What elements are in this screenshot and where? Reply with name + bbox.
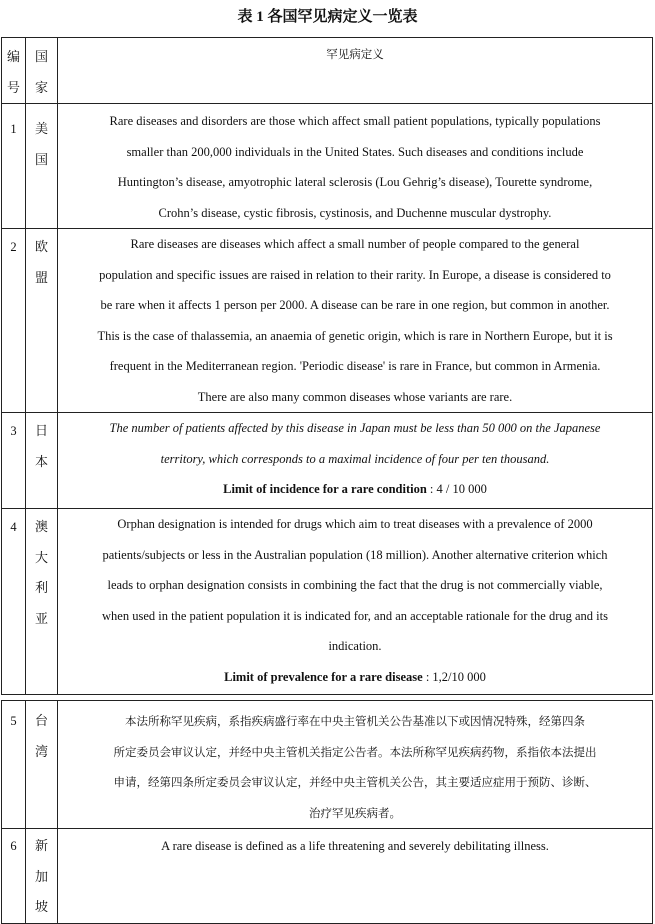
definition-line: 治疗罕见疾病者。 [309,805,401,820]
table-row [2,701,653,829]
definition-line: Rare diseases and disorders are those which affect small patient populations, typically populations [109,114,601,128]
table-row [2,509,653,695]
limit-line [64,474,646,505]
limit-value: : 1,2/10 000 [422,669,486,684]
country-char: 亚 [34,610,48,626]
definition-line: smaller than 200,000 individuals in the United States. Such diseases and conditions include [126,144,584,159]
row-number: 1 [10,122,17,136]
row-number: 5 [10,714,17,728]
definition-line: be rare when it affects 1 person per 2000. A disease can be rare in one region, but common in another. [100,298,610,312]
country-char: 本 [34,453,48,469]
definition-line: patients/subjects or less in the Australian population (18 million). Another alternative criterion which [102,547,608,562]
header-num-char: 编 [6,49,20,64]
country-char: 新 [34,838,48,853]
country-char: 利 [34,580,48,595]
definition-line: 申请，经第四条所定委员会审议认定，并经中央主管机关公告，其主要适应症用于预防、诊断、 [113,775,597,789]
country-char: 美 [34,121,48,136]
definition-line: 所定委员会审议认定，并经中央主管机关指定公告者。本法所称罕见疾病药物，系指依本法提出 [113,744,597,759]
definition-line: Rare diseases are diseases which affect a small number of people compared to the general [130,237,580,251]
row-number: 6 [10,839,17,853]
country-char: 加 [34,868,48,884]
header-country-cell [26,38,58,104]
limit-line [64,662,646,693]
definition-line: frequent in the Mediterranean region. 'Periodic disease' is rare in France, but common in Armenia. [109,359,601,373]
country-char: 台 [34,713,48,728]
header-country-char: 家 [34,80,48,95]
header-country-char: 国 [34,49,48,64]
definition-line: Crohn’s disease, cystic fibrosis, cystinosis, and Duchenne muscular dystrophy. [158,205,552,220]
country-char: 欧 [34,239,48,254]
definition-line: This is the case of thalassemia, an anaemia of genetic origin, which is rare in Northern Europe, but it is [97,328,613,343]
definition-line: leads to orphan designation consists in combining the fact that the drug is not commercially viable, [107,578,603,592]
country-char: 盟 [34,269,48,285]
definition-line: territory, which corresponds to a maximal incidence of four per ten thousand. [160,451,550,466]
row-number: 4 [10,520,17,534]
definition-line: indication. [328,639,382,653]
definition-line: A rare disease is defined as a life threatening and severely debilitating illness. [161,839,549,853]
rare-disease-definitions-table [1,37,653,924]
header-num-char: 号 [6,80,20,95]
country-char: 日 [34,423,48,438]
table-header-row [2,38,653,104]
country-char: 坡 [34,899,48,914]
definition-line: 本法所称罕见疾病，系指疾病盛行率在中央主管机关公告基准以下或因情况特殊，经第四条 [125,714,585,728]
country-char: 国 [34,151,48,167]
table-row [2,829,653,924]
country-char: 湾 [34,743,48,759]
table-title: 表 1 各国罕见病定义一览表 [237,9,418,25]
definition-line: The number of patients affected by this disease in Japan must be less than 50 000 on the Japanese [109,421,601,435]
definition-line: when used in the patient population it is indicated for, and an acceptable rationale for the drug and its [102,608,608,623]
row-number: 3 [10,424,17,438]
header-definition-cell [58,38,653,104]
definition-line: Huntington’s disease, amyotrophic lateral sclerosis (Lou Gehrig’s disease), Tourette syndrome, [117,175,593,189]
country-char: 大 [34,549,48,565]
limit-label: Limit of prevalence for a rare disease [224,669,423,684]
table-row [2,229,653,413]
definition-line: There are also many common diseases whose variants are rare. [197,389,513,404]
header-num-cell [2,38,26,104]
country-char: 澳 [34,519,48,534]
limit-label: Limit of incidence for a rare condition [223,482,427,496]
limit-value: : 4 / 10 000 [426,482,487,496]
definition-line: population and specific issues are raised in relation to their rarity. In Europe, a disease is considered to [99,267,611,282]
header-definition: 罕见病定义 [326,47,384,61]
table-row [2,104,653,229]
table-row [2,413,653,509]
definition-line: Orphan designation is intended for drugs which aim to treat diseases with a prevalence of 2000 [117,517,593,531]
row-number: 2 [10,240,17,254]
